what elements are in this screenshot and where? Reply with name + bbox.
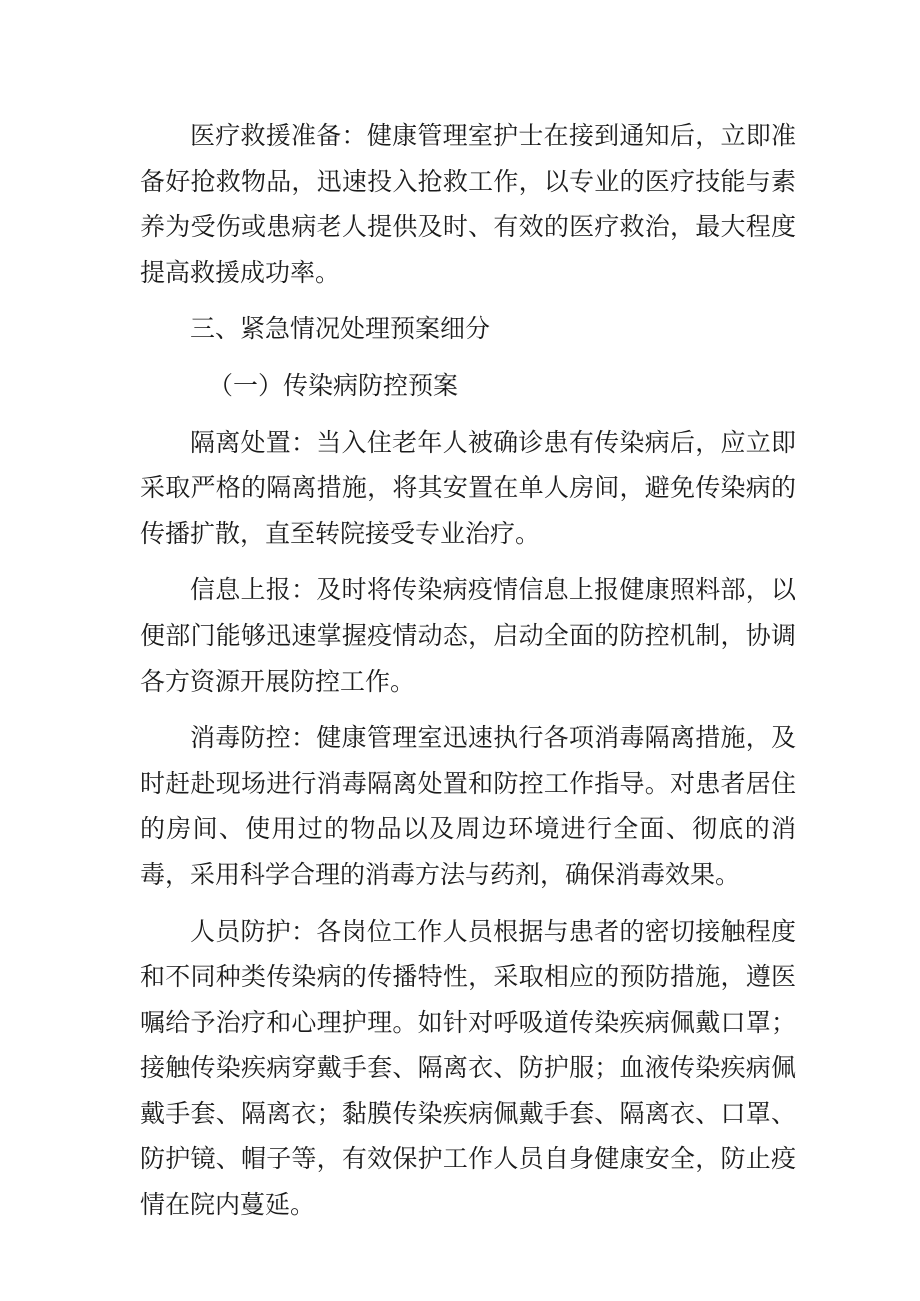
paragraph-disinfection: 消毒防控：健康管理室迅速执行各项消毒隔离措施，及时赶赴现场进行消毒隔离处置和防控工作指导。对患者居住的房间、使用过的物品以及周边环境进行全面、彻底的消毒，采用科学合理的消毒方法与药剂，确保消毒效果。: [140, 723, 796, 889]
paragraph-isolation: 隔离处置：当入住老年人被确诊患有传染病后，应立即采取严格的隔离措施，将其安置在单人房间，避免传染病的传播扩散，直至转院接受专业治疗。: [140, 427, 796, 548]
section-heading-emergency-plans: 三、紧急情况处理预案细分: [190, 314, 491, 344]
paragraph-medical-rescue-preparation: 医疗救援准备：健康管理室护士在接到通知后，立即准备好抢救物品，迅速投入抢救工作，以专业的医疗技能与素养为受伤或患病老人提供及时、有效的医疗救治，最大程度提高救援成功率。: [140, 121, 796, 287]
paragraph-personnel-protection: 人员防护：各岗位工作人员根据与患者的密切接触程度和不同种类传染病的传播特性，采取相应的预防措施，遵医嘱给予治疗和心理护理。如针对呼吸道传染疾病佩戴口罩；接触传染疾病穿戴手套、隔离衣、防护服；血液传染疾病佩戴手套、隔离衣；黏膜传染疾病佩戴手套、隔离衣、口罩、防护镜、帽子等，有效保护工作人员自身健康安全，防止疫情在院内蔓延。: [140, 916, 796, 1220]
subsection-heading-infectious-disease: （一）传染病防控预案: [208, 370, 459, 400]
document-body: [140, 113, 796, 1239]
paragraph-information-report: 信息上报：及时将传染病疫情信息上报健康照料部，以便部门能够迅速掌握疫情动态，启动全面的防控机制，协调各方资源开展防控工作。: [140, 575, 796, 696]
